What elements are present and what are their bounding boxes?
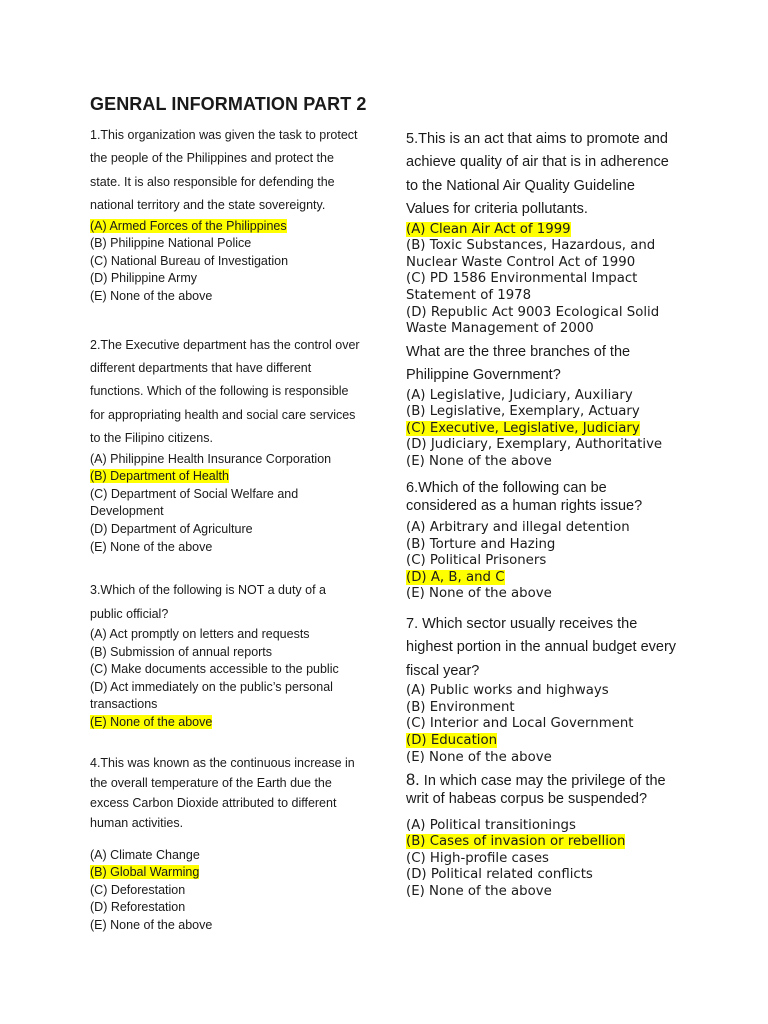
answer-option-b bbox=[90, 864, 362, 882]
correct-answer-highlight: (A) Armed Forces of the Philippines bbox=[90, 218, 287, 233]
correct-answer-highlight: (B) Global Warming bbox=[90, 865, 200, 880]
correct-answer-highlight: (B) Cases of invasion or rebellion bbox=[406, 834, 626, 850]
answer-option-e: (E) None of the above bbox=[406, 453, 552, 469]
answer-option-c: (C) National Bureau of Investigation bbox=[90, 253, 289, 268]
answer-option-b: (B) Legislative, Exemplary, Actuary bbox=[406, 404, 640, 420]
answer-option-c: (C) Political Prisoners bbox=[406, 553, 547, 569]
question-7 bbox=[406, 613, 681, 766]
answer-option-d: (D) Republic Act 9003 Ecological Solid Waste Management of 2000 bbox=[406, 304, 660, 337]
question-text: 2.The Executive department has the control over different departments that have different functions. Which of the following is responsible for appropriating health and social care services to the Filipino citizens. bbox=[90, 337, 360, 446]
answer-option-a: (A) Political transitionings bbox=[406, 817, 576, 833]
answer-option-b: (B) Toxic Substances, Hazardous, and Nuclear Waste Control Act of 1990 bbox=[406, 238, 656, 270]
answer-option-b: (B) Submission of annual reports bbox=[90, 644, 273, 659]
document-title: GENRAL INFORMATION PART 2 bbox=[90, 94, 367, 114]
answer-option-d: (D) Department of Agriculture bbox=[90, 522, 253, 536]
question-2 bbox=[90, 334, 362, 557]
answer-option-a: (A) Public works and highways bbox=[406, 683, 609, 699]
question-text: 6.Which of the following can be considered as a human rights issue? bbox=[406, 479, 643, 514]
answer-option-a bbox=[90, 218, 362, 236]
question-text: 4.This was known as the continuous increase in the overall temperature of the Earth due the excess Carbon Dioxide attributed to different human activities. bbox=[90, 755, 355, 830]
answer-option-a bbox=[406, 222, 681, 239]
question-5 bbox=[406, 128, 681, 338]
answer-option-a: (A) Philippine Health Insurance Corporation bbox=[90, 451, 332, 466]
question-4 bbox=[90, 753, 362, 935]
answer-option-d: (D) Reforestation bbox=[90, 900, 186, 915]
question-8 bbox=[406, 771, 681, 900]
answer-option-e bbox=[90, 714, 362, 732]
correct-answer-highlight: (A) Clean Air Act of 1999 bbox=[406, 221, 571, 237]
correct-answer-highlight: (C) Executive, Legislative, Judiciary bbox=[406, 420, 640, 436]
question-1 bbox=[90, 124, 362, 306]
answer-option-d: (D) Act immediately on the public’s personal transactions bbox=[90, 679, 333, 712]
answer-option-b bbox=[90, 468, 362, 486]
correct-answer-highlight: (D) Education bbox=[406, 732, 498, 748]
answer-option-c: (C) High-profile cases bbox=[406, 850, 549, 866]
answer-option-e: (E) None of the above bbox=[406, 883, 552, 899]
question-text: 5.This is an act that aims to promote and achieve quality of air that is in adherence to the National Air Quality Guideline Values for criteria pollutants. bbox=[406, 131, 669, 218]
answer-option-e: (E) None of the above bbox=[90, 289, 213, 303]
correct-answer-highlight: (B) Department of Health bbox=[90, 469, 229, 484]
correct-answer-highlight: (D) A, B, and C bbox=[406, 569, 505, 585]
answer-option-a: (A) Climate Change bbox=[90, 847, 200, 862]
answer-option-d bbox=[406, 570, 681, 587]
answer-option-c: (C) Deforestation bbox=[90, 882, 186, 897]
question-6 bbox=[406, 479, 681, 603]
answer-option-a: (A) Legislative, Judiciary, Auxiliary bbox=[406, 387, 633, 403]
answer-option-e: (E) None of the above bbox=[90, 539, 213, 554]
answer-option-d: (D) Philippine Army bbox=[90, 271, 197, 286]
question-number: 8. bbox=[406, 771, 420, 790]
answer-option-e: (E) None of the above bbox=[406, 586, 552, 602]
answer-option-c: (C) Make documents accessible to the public bbox=[90, 662, 339, 677]
answer-option-b: (B) Torture and Hazing bbox=[406, 536, 556, 552]
answer-option-c bbox=[406, 421, 681, 438]
answer-option-d: (D) Judiciary, Exemplary, Authoritative bbox=[406, 437, 663, 453]
answer-option-b bbox=[406, 834, 681, 851]
answer-option-a: (A) Arbitrary and illegal detention bbox=[406, 519, 630, 535]
question-text: What are the three branches of the Philippine Government? bbox=[406, 343, 631, 384]
question-text: 7. Which sector usually receives the highest portion in the annual budget every fiscal year? bbox=[406, 615, 677, 679]
answer-option-d: (D) Political related conflicts bbox=[406, 867, 593, 883]
question-text: 8. In which case may the privilege of the writ of habeas corpus be suspended? bbox=[406, 771, 666, 808]
question-branches bbox=[406, 341, 681, 471]
question-3 bbox=[90, 579, 362, 731]
question-text: 1.This organization was given the task to protect the people of the Philippines and protect the state. It is also responsible for defending the national territory and the state sovereignty. bbox=[90, 128, 358, 213]
answer-option-e: (E) None of the above bbox=[90, 917, 213, 932]
answer-option-e: (E) None of the above bbox=[406, 749, 552, 765]
left-column bbox=[90, 124, 362, 935]
answer-option-c: (C) Department of Social Welfare and Development bbox=[90, 486, 299, 519]
question-text: 3.Which of the following is NOT a duty of a public official? bbox=[90, 583, 326, 621]
answer-option-c: (C) PD 1586 Environmental Impact Statement of 1978 bbox=[406, 271, 638, 303]
answer-option-c: (C) Interior and Local Government bbox=[406, 716, 634, 732]
answer-option-b: (B) Environment bbox=[406, 699, 515, 715]
answer-option-d bbox=[406, 733, 681, 750]
answer-option-a: (A) Act promptly on letters and requests bbox=[90, 627, 310, 641]
answer-option-b: (B) Philippine National Police bbox=[90, 236, 252, 251]
right-column bbox=[406, 128, 681, 901]
correct-answer-highlight: (E) None of the above bbox=[90, 714, 213, 729]
